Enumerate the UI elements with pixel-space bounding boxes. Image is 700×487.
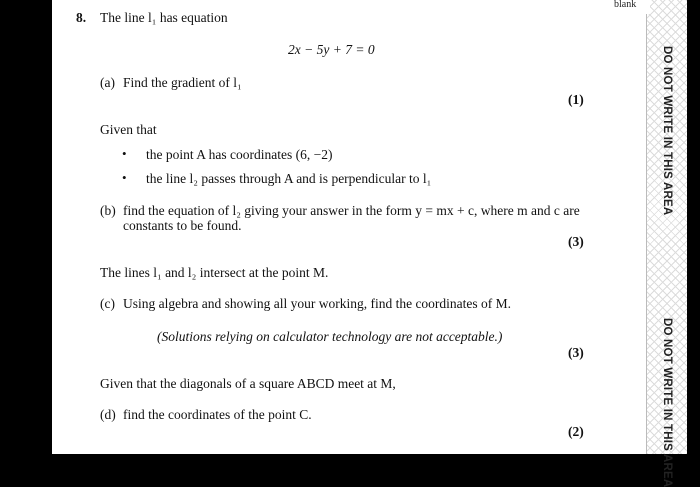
blank-label: blank bbox=[614, 0, 637, 10]
bullet-dot-2: • bbox=[122, 170, 127, 185]
margin-warning-bottom: DO NOT WRITE IN THIS AREA bbox=[661, 318, 673, 487]
part-b-marks: (3) bbox=[568, 234, 584, 249]
part-c-note: (Solutions relying on calculator technology are not acceptable.) bbox=[157, 329, 503, 344]
question-intro: The line l₁ has equation bbox=[100, 10, 228, 25]
question-number: 8. bbox=[76, 10, 87, 25]
part-a-marks: (1) bbox=[568, 92, 584, 107]
part-c-text: Using algebra and showing all your working, find the coordinates of M. bbox=[123, 296, 512, 311]
part-d-label: (d) bbox=[100, 407, 116, 422]
part-c-label: (c) bbox=[100, 296, 115, 311]
margin-warning-top: DO NOT WRITE IN THIS AREA bbox=[661, 46, 673, 216]
bullet-1-text: the point A has coordinates (6, −2) bbox=[146, 147, 333, 162]
part-b-line1: find the equation of l₂ giving your answer in the form y = mx + c, where m and c are bbox=[123, 203, 580, 218]
part-a-label: (a) bbox=[100, 75, 115, 90]
bullet-dot-1: • bbox=[122, 146, 127, 161]
part-b-line2: constants to be found. bbox=[123, 218, 242, 233]
intersect-statement: The lines l₁ and l₂ intersect at the point M. bbox=[100, 265, 329, 280]
bullet-2-text: the line l₂ passes through A and is perpendicular to l₁ bbox=[146, 171, 432, 186]
part-b-label: (b) bbox=[100, 203, 116, 218]
part-a-text: Find the gradient of l₁ bbox=[123, 75, 242, 90]
part-c-marks: (3) bbox=[568, 345, 584, 360]
line-equation: 2x − 5y + 7 = 0 bbox=[288, 42, 375, 57]
part-d-text: find the coordinates of the point C. bbox=[123, 407, 312, 422]
given-that: Given that bbox=[100, 122, 157, 137]
part-d-marks: (2) bbox=[568, 424, 584, 439]
diagonals-statement: Given that the diagonals of a square ABCD meet at M, bbox=[100, 376, 396, 391]
